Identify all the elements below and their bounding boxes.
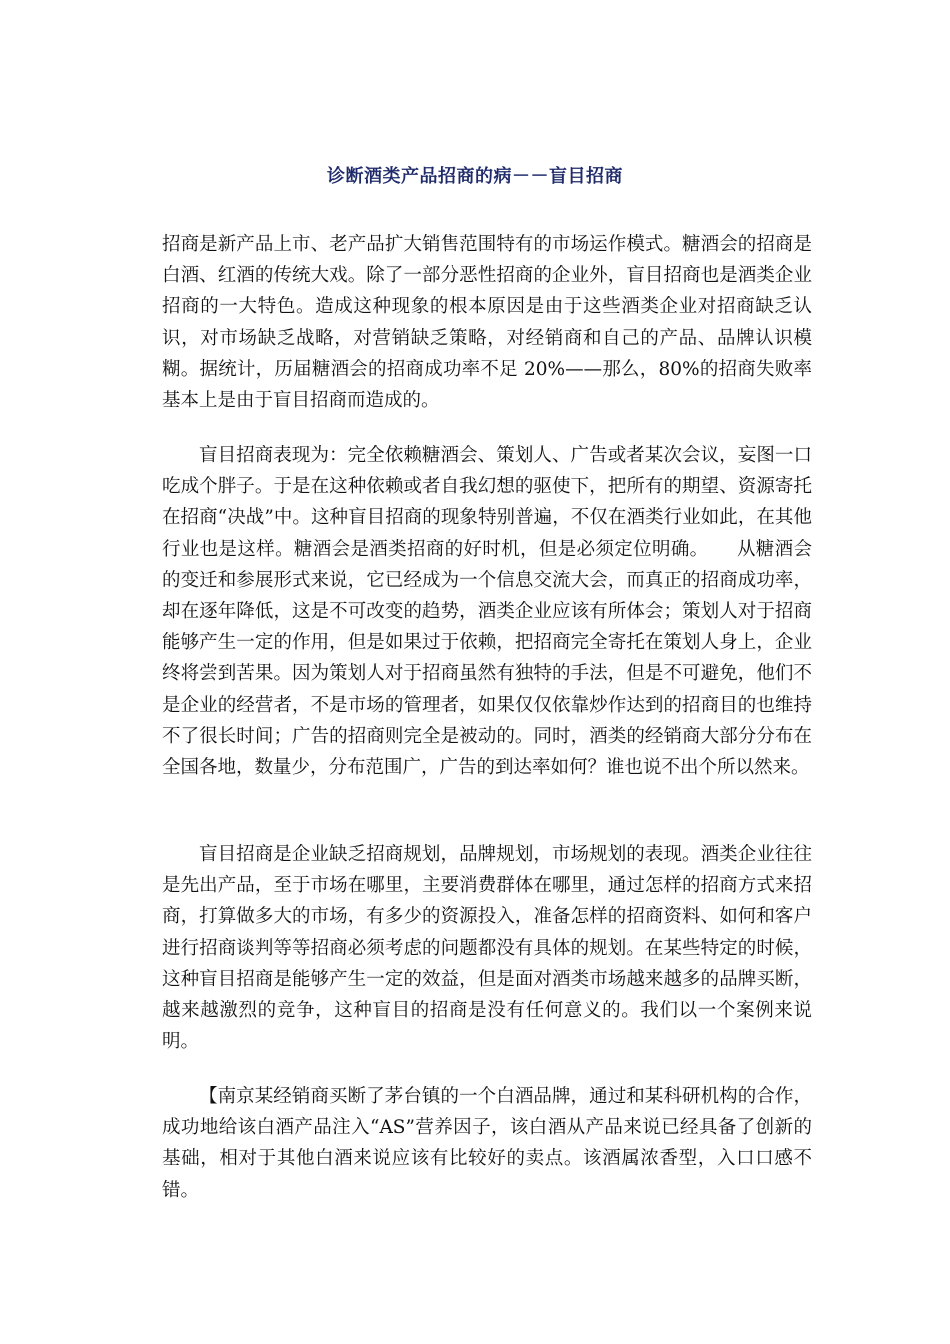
paragraph-3: 盲目招商是企业缺乏招商规划，品牌规划，市场规划的表现。酒类企业往往是先出产品，至于市场在哪里，主要消费群体在哪里，通过怎样的招商方式来招商，打算做多大的市场，有多少的资源投入，准备怎样的招商资料、如何和客户进行招商谈判等等招商必须考虑的问题都没有具体的规划。在某些特定的时候，这种盲目招商是能够产生一定的效益，但是面对酒类市场越来越多的品牌买断，越来越激烈的竞争，这种盲目的招商是没有任何意义的。我们以一个案例来说明。 [162,844,812,1053]
paragraph-2: 盲目招商表现为：完全依赖糖酒会、策划人、广告或者某次会议，妄图一口吃成个胖子。于是在这种依赖或者自我幻想的驱使下，把所有的期望、资源寄托在招商“决战”中。这种盲目招商的现象特别普遍，不仅在酒类行业如此，在其他行业也是这样。糖酒会是酒类招商的好时机，但是必须定位明确。 从糖酒会的变迁和参展形式来说，它已经成为一个信息交流大会，而真正的招商成功率，却在逐年降低，这是不可改变的趋势，酒类企业应该有所体会；策划人对于招商能够产生一定的作用，但是如果过于依赖，把招商完全寄托在策划人身上，企业终将尝到苦果。因为策划人对于招商虽然有独特的手法，但是不可避免，他们不是企业的经营者，不是市场的管理者，如果仅仅依靠炒作达到的招商目的也维持不了很长时间；广告的招商则完全是被动的。同时，酒类的经销商大部分分布在全国各地，数量少，分布范围广，广告的到达率如何？谁也说不出个所以然来。 [162,445,812,779]
document-title: 诊断酒类产品招商的病－－盲目招商 [327,166,623,187]
paragraph-4: 【南京某经销商买断了茅台镇的一个白酒品牌，通过和某科研机构的合作，成功地给该白酒产品注入“AS”营养因子，该白酒从产品来说已经具备了创新的基础，相对于其他白酒来说应该有比较好的卖点。该酒属浓香型，入口口感不错。 [162,1086,812,1201]
paragraph-1: 招商是新产品上市、老产品扩大销售范围特有的市场运作模式。糖酒会的招商是白酒、红酒的传统大戏。除了一部分恶性招商的企业外，盲目招商也是酒类企业招商的一大特色。造成这种现象的根本原因是由于这些酒类企业对招商缺乏认识，对市场缺乏战略，对营销缺乏策略，对经销商和自己的产品、品牌认识模糊。据统计，历届糖酒会的招商成功率不足 20%——那么，80%的招商失败率基本上是由于盲目招商而造成的。 [162,234,812,412]
